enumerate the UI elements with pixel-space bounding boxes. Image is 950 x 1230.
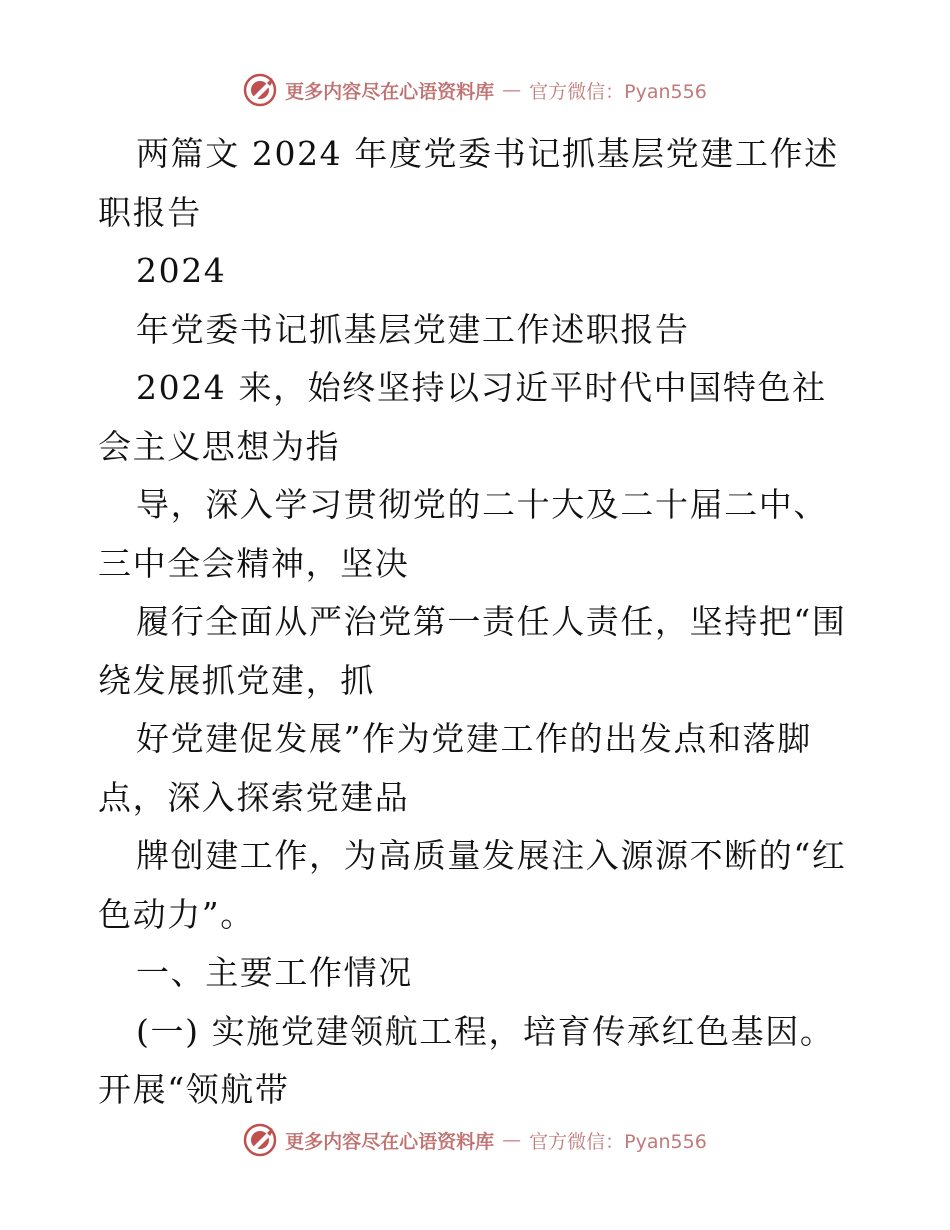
watermark-dash: — [502,1129,522,1151]
paragraph: 年党委书记抓基层党建工作述职报告 [136,309,690,349]
watermark-contact-text: 官方微信：Pyan556 [529,80,707,103]
paragraph: 履行全面从严治党第一责任人责任，坚持把“围绕发展抓党建，抓 [98,602,847,700]
document-body [98,125,858,1120]
watermark-main-text: 更多内容尽在心语资料库 [285,80,495,103]
paragraph: 导，深入学习贯彻党的二十大及二十届二中、三中全会精神，坚决 [98,485,828,583]
footer-watermark [0,1120,950,1160]
brand-logo-icon [243,73,277,107]
brand-logo-icon [243,1123,277,1157]
watermark-dash: — [502,79,522,101]
paragraph: 好党建促发展”作为党建工作的出发点和落脚点，深入探索党建品 [98,719,812,817]
document-title: 两篇文 2024 年度党委书记抓基层党建工作述职报告 [98,134,839,232]
watermark-contact-text: 官方微信：Pyan556 [529,1130,707,1153]
paragraph: 牌创建工作，为高质量发展注入源源不断的“红色动力”。 [98,836,847,934]
paragraph: 2024 [136,251,227,290]
header-watermark [0,70,950,110]
section-heading: 一、主要工作情况 [136,953,413,992]
paragraph: 2024 来，始终坚持以习近平时代中国特色社会主义思想为指 [98,368,827,466]
subsection-heading: (一) 实施党建领航工程，培育传承红色基因。开展“领航带 [98,1011,835,1109]
watermark-main-text: 更多内容尽在心语资料库 [285,1130,495,1153]
